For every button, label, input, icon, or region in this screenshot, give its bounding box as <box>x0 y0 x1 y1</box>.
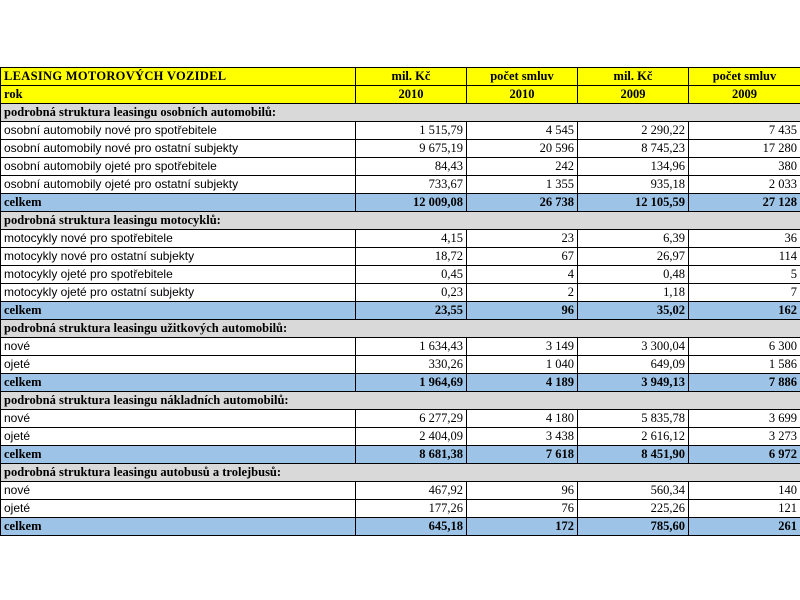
section-header-row <box>1 212 800 230</box>
value-cell: 6 300 <box>689 338 800 356</box>
value-cell: 1,18 <box>578 284 689 302</box>
value-cell: 3 149 <box>467 338 578 356</box>
table-row <box>1 248 800 266</box>
row-label: osobní automobily nové pro spotřebitele <box>1 122 356 140</box>
column-year: 2010 <box>467 86 578 104</box>
value-cell: 172 <box>467 518 578 536</box>
table-row <box>1 158 800 176</box>
value-cell: 12 009,08 <box>356 194 467 212</box>
table-row <box>1 410 800 428</box>
value-cell: 4 189 <box>467 374 578 392</box>
row-label: motocykly ojeté pro spotřebitele <box>1 266 356 284</box>
column-year: 2009 <box>578 86 689 104</box>
table-row <box>1 284 800 302</box>
value-cell: 23 <box>467 230 578 248</box>
table-row <box>1 176 800 194</box>
year-row-label: rok <box>1 86 356 104</box>
value-cell: 225,26 <box>578 500 689 518</box>
row-label: ojeté <box>1 500 356 518</box>
value-cell: 733,67 <box>356 176 467 194</box>
header-row-years <box>1 86 800 104</box>
section-header-row <box>1 104 800 122</box>
row-label: nové <box>1 338 356 356</box>
value-cell: 8 681,38 <box>356 446 467 464</box>
section-title: podrobná struktura leasingu osobních automobilů: <box>1 104 800 122</box>
value-cell: 6,39 <box>578 230 689 248</box>
value-cell: 67 <box>467 248 578 266</box>
value-cell: 18,72 <box>356 248 467 266</box>
table-row <box>1 230 800 248</box>
section-title: podrobná struktura leasingu autobusů a trolejbusů: <box>1 464 800 482</box>
value-cell: 8 745,23 <box>578 140 689 158</box>
value-cell: 26 738 <box>467 194 578 212</box>
row-label: celkem <box>1 518 356 536</box>
row-label: osobní automobily nové pro ostatní subjekty <box>1 140 356 158</box>
total-row <box>1 518 800 536</box>
value-cell: 1 355 <box>467 176 578 194</box>
value-cell: 6 277,29 <box>356 410 467 428</box>
section-title: podrobná struktura leasingu motocyklů: <box>1 212 800 230</box>
table-row <box>1 122 800 140</box>
value-cell: 0,23 <box>356 284 467 302</box>
value-cell: 1 586 <box>689 356 800 374</box>
value-cell: 261 <box>689 518 800 536</box>
value-cell: 242 <box>467 158 578 176</box>
row-label: motocykly nové pro spotřebitele <box>1 230 356 248</box>
row-label: nové <box>1 482 356 500</box>
value-cell: 1 634,43 <box>356 338 467 356</box>
value-cell: 4,15 <box>356 230 467 248</box>
value-cell: 645,18 <box>356 518 467 536</box>
value-cell: 467,92 <box>356 482 467 500</box>
value-cell: 380 <box>689 158 800 176</box>
value-cell: 0,48 <box>578 266 689 284</box>
value-cell: 8 451,90 <box>578 446 689 464</box>
value-cell: 4 <box>467 266 578 284</box>
header-row-units <box>1 68 800 86</box>
value-cell: 2 404,09 <box>356 428 467 446</box>
column-unit: mil. Kč <box>356 68 467 86</box>
value-cell: 96 <box>467 482 578 500</box>
value-cell: 121 <box>689 500 800 518</box>
value-cell: 2 616,12 <box>578 428 689 446</box>
total-row <box>1 194 800 212</box>
table-row <box>1 356 800 374</box>
value-cell: 7 886 <box>689 374 800 392</box>
value-cell: 26,97 <box>578 248 689 266</box>
value-cell: 5 <box>689 266 800 284</box>
value-cell: 5 835,78 <box>578 410 689 428</box>
value-cell: 1 964,69 <box>356 374 467 392</box>
table-title: LEASING MOTOROVÝCH VOZIDEL <box>1 68 356 86</box>
value-cell: 3 438 <box>467 428 578 446</box>
value-cell: 140 <box>689 482 800 500</box>
row-label: osobní automobily ojeté pro ostatní subjekty <box>1 176 356 194</box>
value-cell: 7 <box>689 284 800 302</box>
value-cell: 12 105,59 <box>578 194 689 212</box>
value-cell: 6 972 <box>689 446 800 464</box>
section-header-row <box>1 320 800 338</box>
value-cell: 17 280 <box>689 140 800 158</box>
table-row <box>1 338 800 356</box>
value-cell: 935,18 <box>578 176 689 194</box>
value-cell: 27 128 <box>689 194 800 212</box>
value-cell: 36 <box>689 230 800 248</box>
value-cell: 330,26 <box>356 356 467 374</box>
value-cell: 134,96 <box>578 158 689 176</box>
row-label: motocykly ojeté pro ostatní subjekty <box>1 284 356 302</box>
section-header-row <box>1 392 800 410</box>
value-cell: 3 949,13 <box>578 374 689 392</box>
row-label: osobní automobily ojeté pro spotřebitele <box>1 158 356 176</box>
column-year: 2010 <box>356 86 467 104</box>
value-cell: 3 300,04 <box>578 338 689 356</box>
value-cell: 2 <box>467 284 578 302</box>
total-row <box>1 446 800 464</box>
value-cell: 0,45 <box>356 266 467 284</box>
value-cell: 7 618 <box>467 446 578 464</box>
value-cell: 23,55 <box>356 302 467 320</box>
total-row <box>1 302 800 320</box>
value-cell: 785,60 <box>578 518 689 536</box>
value-cell: 4 180 <box>467 410 578 428</box>
column-year: 2009 <box>689 86 800 104</box>
value-cell: 114 <box>689 248 800 266</box>
value-cell: 84,43 <box>356 158 467 176</box>
value-cell: 76 <box>467 500 578 518</box>
value-cell: 7 435 <box>689 122 800 140</box>
row-label: celkem <box>1 302 356 320</box>
value-cell: 560,34 <box>578 482 689 500</box>
table-row <box>1 500 800 518</box>
value-cell: 4 545 <box>467 122 578 140</box>
value-cell: 2 290,22 <box>578 122 689 140</box>
row-label: nové <box>1 410 356 428</box>
value-cell: 2 033 <box>689 176 800 194</box>
section-header-row <box>1 464 800 482</box>
value-cell: 649,09 <box>578 356 689 374</box>
column-unit: počet smluv <box>689 68 800 86</box>
row-label: ojeté <box>1 356 356 374</box>
row-label: celkem <box>1 194 356 212</box>
value-cell: 1 515,79 <box>356 122 467 140</box>
leasing-table <box>0 67 800 536</box>
value-cell: 1 040 <box>467 356 578 374</box>
table-row <box>1 266 800 284</box>
value-cell: 35,02 <box>578 302 689 320</box>
value-cell: 9 675,19 <box>356 140 467 158</box>
row-label: motocykly nové pro ostatní subjekty <box>1 248 356 266</box>
value-cell: 96 <box>467 302 578 320</box>
value-cell: 20 596 <box>467 140 578 158</box>
value-cell: 3 273 <box>689 428 800 446</box>
row-label: ojeté <box>1 428 356 446</box>
table-row <box>1 428 800 446</box>
value-cell: 3 699 <box>689 410 800 428</box>
column-unit: mil. Kč <box>578 68 689 86</box>
value-cell: 177,26 <box>356 500 467 518</box>
row-label: celkem <box>1 374 356 392</box>
value-cell: 162 <box>689 302 800 320</box>
column-unit: počet smluv <box>467 68 578 86</box>
section-title: podrobná struktura leasingu užitkových automobilů: <box>1 320 800 338</box>
total-row <box>1 374 800 392</box>
section-title: podrobná struktura leasingu nákladních automobilů: <box>1 392 800 410</box>
table-row <box>1 140 800 158</box>
table-row <box>1 482 800 500</box>
row-label: celkem <box>1 446 356 464</box>
